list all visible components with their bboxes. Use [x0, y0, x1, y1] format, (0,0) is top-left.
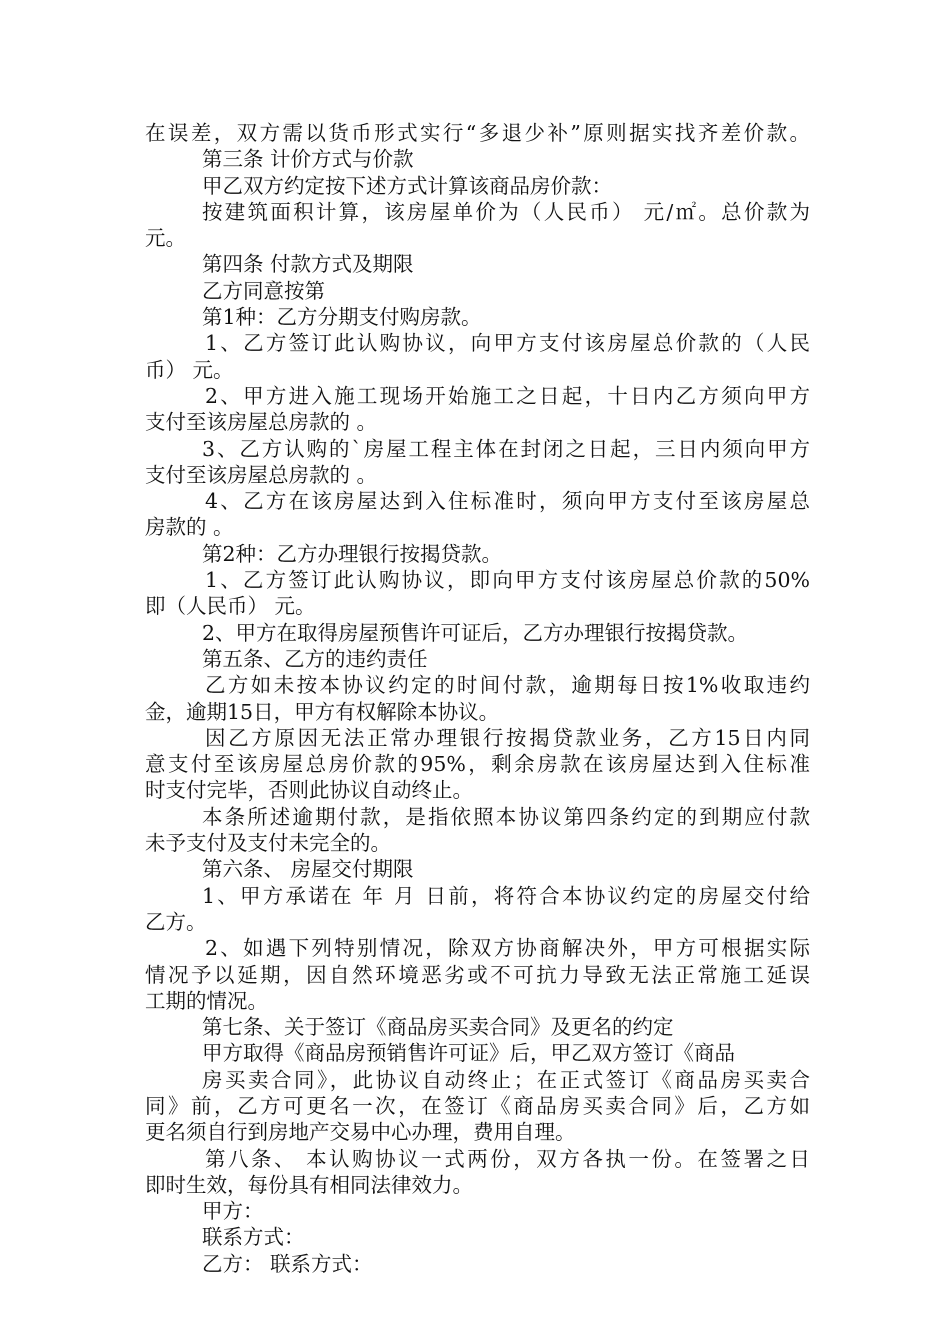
- text-line: 币） 元。: [145, 357, 234, 382]
- text-line: 第1种：乙方分期支付购房款。: [202, 305, 482, 330]
- text-line: 元。: [145, 226, 186, 251]
- text-line: 未予支付及支付未完全的。: [145, 831, 391, 856]
- text-line: 本条所述逾期付款，是指依照本协议第四条约定的到期应付款: [202, 804, 810, 829]
- text-line: 3、乙方认购的`房屋工程主体在封闭之日起，三日内须向甲方: [202, 436, 810, 461]
- text-line: 房款的 。: [145, 515, 234, 540]
- text-line: 甲方：: [202, 1199, 264, 1224]
- text-line: 时支付完毕，否则此协议自动终止。: [145, 778, 473, 803]
- text-line: 2、甲方进入施工现场开始施工之日起，十日内乙方须向甲方: [205, 383, 810, 408]
- text-line: 1、乙方签订此认购协议，即向甲方支付该房屋总价款的50%: [205, 568, 810, 593]
- text-line: 按建筑面积计算，该房屋单价为（人民币） 元/㎡。总价款为: [202, 199, 810, 224]
- text-line: 支付至该房屋总房款的 。: [145, 410, 378, 435]
- text-line: 第五条、乙方的违约责任: [202, 646, 428, 671]
- text-line: 房买卖合同》，此协议自动终止；在正式签订《商品房买卖合: [202, 1067, 810, 1092]
- text-line: 1、甲方承诺在 年 月 日前，将符合本协议约定的房屋交付给: [202, 883, 810, 908]
- text-line: 即（人民币） 元。: [145, 594, 316, 619]
- text-line: 第八条、 本认购协议一式两份，双方各执一份。在签署之日: [205, 1146, 810, 1171]
- text-line: 乙方： 联系方式：: [202, 1251, 373, 1276]
- text-line: 情况予以延期，因自然环境恶劣或不可抗力导致无法正常施工延误: [145, 962, 810, 987]
- text-line: 联系方式：: [202, 1225, 305, 1250]
- text-line: 乙方同意按第: [202, 278, 325, 303]
- text-line: 第七条、关于签订《商品房买卖合同》及更名的约定: [202, 1015, 674, 1040]
- text-line: 工期的情况。: [145, 988, 268, 1013]
- text-line: 甲方取得《商品房预销售许可证》后，甲乙双方签订《商品: [202, 1041, 735, 1066]
- text-line: 即时生效，每份具有相同法律效力。: [145, 1172, 473, 1197]
- text-line: 2、如遇下列特别情况，除双方协商解决外，甲方可根据实际: [205, 936, 810, 961]
- text-line: 金，逾期15日，甲方有权解除本协议。: [145, 699, 500, 724]
- text-line: 第六条、 房屋交付期限: [202, 857, 414, 882]
- text-line: 甲乙双方约定按下述方式计算该商品房价款：: [202, 173, 612, 198]
- text-line: 在误差，双方需以货币形式实行“多退少补”原则据实找齐差价款。: [145, 121, 810, 145]
- text-line: 第2种：乙方办理银行按揭贷款。: [202, 541, 503, 566]
- text-line: 2、甲方在取得房屋预售许可证后，乙方办理银行按揭贷款。: [202, 620, 749, 645]
- text-line: 第四条 付款方式及期限: [202, 252, 414, 277]
- text-line: 乙方。: [145, 909, 207, 934]
- text-line: 1、乙方签订此认购协议，向甲方支付该房屋总价款的（人民: [205, 331, 810, 356]
- text-line: 意支付至该房屋总房价款的95%，剩余房款在该房屋达到入住标准: [145, 752, 810, 777]
- text-line: 支付至该房屋总房款的 。: [145, 462, 378, 487]
- text-line: 同》前，乙方可更名一次，在签订《商品房买卖合同》后，乙方如: [145, 1093, 810, 1118]
- document-body: [145, 120, 810, 1277]
- text-line: 因乙方原因无法正常办理银行按揭贷款业务，乙方15日内同: [205, 725, 810, 750]
- text-line: 乙方如未按本协议约定的时间付款，逾期每日按1%收取违约: [205, 673, 810, 698]
- text-line: 更名须自行到房地产交易中心办理，费用自理。: [145, 1120, 576, 1145]
- text-line: 第三条 计价方式与价款: [202, 147, 414, 172]
- text-line: 4、乙方在该房屋达到入住标准时，须向甲方支付至该房屋总: [205, 489, 810, 514]
